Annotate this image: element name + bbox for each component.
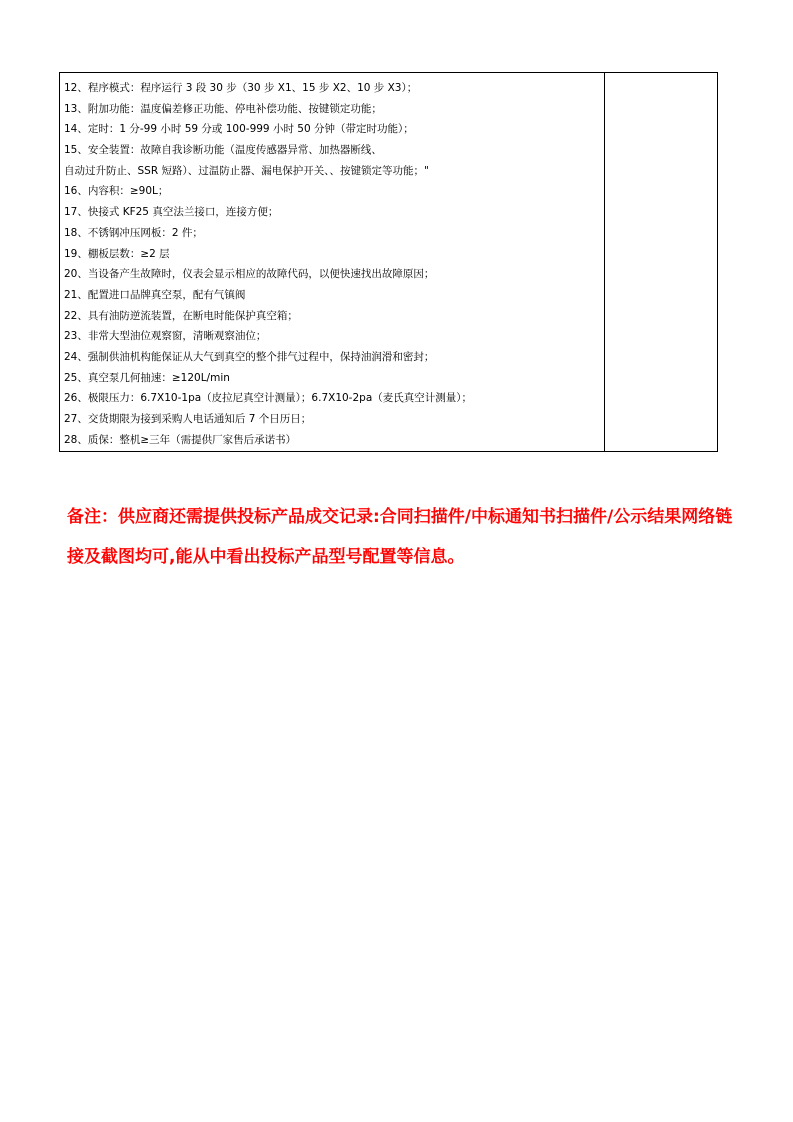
spec-line-14: 14、定时：1 分-99 小时 59 分或 100-999 小时 50 分钟（带定时功能）； bbox=[64, 123, 414, 136]
spec-line-12: 12、程序模式：程序运行 3 段 30 步（30 步 X1、15 步 X2、10 步 X3）； bbox=[64, 82, 418, 94]
spec-line-27: 27、交货期限为接到采购人电话通知后 7 个日历日； bbox=[64, 413, 312, 425]
spec-line-17: 17、快接式 KF25 真空法兰接口，连接方便； bbox=[64, 206, 279, 219]
spec-line-15-cont: 自动过升防止、SSR 短路）、过温防止器、漏电保护开关、、按键锁定等功能；" bbox=[64, 164, 429, 177]
spec-line-16: 16、内容积：≥90L； bbox=[64, 185, 169, 198]
spec-line-15: 15、安全装置：故障自我诊断功能（温度传感器异常、加热器断线、 bbox=[64, 144, 382, 157]
spec-line-28: 28、质保：整机≥三年（需提供厂家售后承诺书） bbox=[64, 433, 297, 446]
empty-side-cell bbox=[605, 73, 717, 451]
spec-line-20: 20、当设备产生故障时，仪表会显示相应的故障代码，以便快速找出故障原因； bbox=[64, 268, 435, 281]
spec-line-23: 23、非常大型油位观察窗，清晰观察油位； bbox=[64, 330, 267, 343]
remark-note: 备注：供应商还需提供投标产品成交记录:合同扫描件/中标通知书扫描件/公示结果网络链接及截图均可,能从中看出投标产品型号配置等信息。 bbox=[67, 507, 733, 567]
spec-line-19: 19、棚板层数：≥2 层 bbox=[64, 247, 170, 260]
spec-line-25: 25、真空泵几何抽速：≥120L/min bbox=[64, 371, 230, 384]
spec-line-21: 21、配置进口品牌真空泵，配有气镇阀 bbox=[64, 288, 246, 301]
spec-line-13: 13、附加功能：温度偏差修正功能、停电补偿功能、按键锁定功能； bbox=[64, 102, 382, 115]
spec-line-22: 22、具有油防逆流装置，在断电时能保护真空箱； bbox=[64, 309, 298, 322]
spec-line-26: 26、极限压力：6.7X10-1pa（皮拉尼真空计测量）；6.7X10-2pa（麦氏真空计测量）； bbox=[64, 392, 473, 405]
spec-line-24: 24、强制供油机构能保证从大气到真空的整个排气过程中，保持油润滑和密封； bbox=[64, 350, 435, 363]
spec-table bbox=[59, 72, 718, 452]
spec-cell bbox=[60, 73, 605, 451]
spec-line-18: 18、不锈钢冲压网板：2 件； bbox=[64, 226, 203, 239]
